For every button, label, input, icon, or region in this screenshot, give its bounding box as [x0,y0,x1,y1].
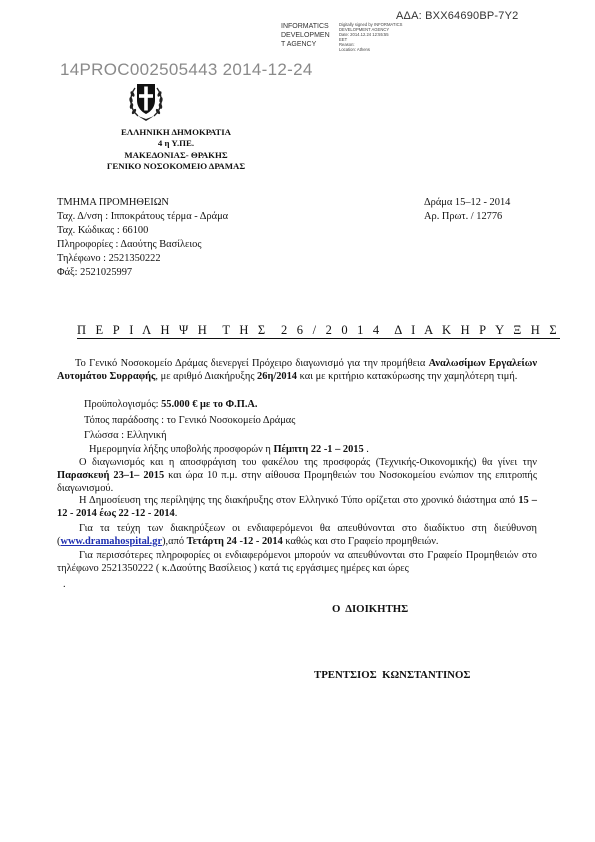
organization-header [60,127,292,172]
signature-detail-line: DEVELOPMENT AGENCY [339,27,390,32]
publication-paragraph [57,494,537,520]
signer-line: T AGENCY [281,41,317,48]
opening-paragraph [57,456,537,495]
documents-text: ),από [162,536,187,547]
reference-block [424,196,510,224]
sender-line: Πληροφορίες : Δαούτης Βασίλειος [57,239,202,250]
delivery-place: Τόπος παράδοσης : το Γενικό Νοσοκομείο Δράμας [84,415,296,426]
hospital-website-link[interactable]: www.dramahospital.gr [60,536,163,547]
signature-detail-line: EET [339,37,348,42]
documents-text: καθώς και στο Γραφείο προμηθειών. [282,536,439,547]
digital-signature-details [339,22,403,52]
signer-line: DEVELOPMEN [281,32,330,39]
header-line: ΜΑΚΕΔΟΝΙΑΣ- ΘΡΑΚΗΣ [124,149,228,160]
intro-text: , με αριθμό Διακήρυξης [155,371,258,382]
budget-line [84,398,258,411]
signatory-name: ΤΡΕΝΤΣΙΟΣ ΚΩΝΣΤΑΝΤΙΝΟΣ [314,669,471,681]
info-end: . [63,579,66,590]
budget-value: 55.000 € με το Φ.Π.Α. [161,399,258,410]
header-line: 4 η Υ.ΠΕ. [157,138,195,149]
ada-code: ΑΔΑ: ΒΧΧ64690ΒΡ-7Υ2 [396,10,519,22]
header-line: ΕΛΛΗΝΙΚΗ ΔΗΜΟΚΡΑΤΙΑ [120,127,232,137]
signature-detail-line: Location: Athens [339,47,370,52]
opening-date: Παρασκευή 23–1– 2015 [57,470,165,481]
budget-label: Προϋπολογισμός: [84,399,162,410]
publication-text: . [174,508,178,519]
opening-text: και ώρα 10 π.μ. στην αίθουσα Προμηθειών του Νοσοκομείου ενώπιον της επιτροπής διαγωνισμού. [57,470,537,494]
documents-text: Για τα τεύχη των διακηρύξεων οι ενδιαφερόμενοι θα απευθύνονται στο διαδίκτυο στη διεύθυνση ( [57,523,537,547]
sender-line: ΤΜΗΜΑ ΠΡΟΜΗΘΕΙΩΝ [57,197,169,208]
documents-paragraph [57,522,537,548]
publication-period: 15 – 12 - 2014 έως 22 -12 - 2014 [57,495,537,519]
sender-details [57,196,228,280]
greek-emblem-icon [126,78,166,127]
publication-text: Η Δημοσίευση της περίληψης της διακήρυξης στον Ελληνικό Τύπο ορίζεται στο χρονικό διάστημα από [79,495,519,506]
document-date: Δράμα 15–12 - 2014 [424,197,511,208]
signature-detail-line: Date: 2014.12.24 12:55:55 [339,32,389,37]
deadline-line [89,443,369,456]
sender-line: Τηλέφωνο : 2521350222 [57,253,161,264]
deadline-label: Ημερομηνία λήξης υποβολής προσφορών η [89,444,274,455]
deadline-end: . [363,444,369,455]
signature-detail-line: Digitally signed by INFORMATICS [339,22,403,27]
document-title: Π Ε Ρ Ι Λ Η Ψ Η Τ Η Σ 2 6 / 2 0 1 4 Δ Ι Α Κ Η Ρ Υ Ξ Η Σ [77,323,560,337]
info-paragraph: Για περισσότερες πληροφορίες οι ενδιαφερόμενοι μπορούν να απευθύνονται στο Γραφείο Προμηθειών στο τηλέφωνο 2521350222 ( κ.Δαούτης Βασίλειος ) κατά τις εργάσιμες ημέρες και ώρες [57,550,537,574]
language-line: Γλώσσα : Ελληνική [84,430,167,441]
sender-line: Φάξ: 2521025997 [57,267,133,278]
procurement-subject: Αναλωσίμων Εργαλείων Αυτομάτου Συρραφής [57,358,538,382]
signatory-title: Ο ΔΙΟΙΚΗΤΗΣ [332,603,409,615]
intro-text: και με κριτήριο κατακύρωσης την χαμηλότερη τιμή. [297,371,518,382]
signature-detail-line: Reason: [339,42,355,47]
document-id: 14PROC002505443 2014-12-24 [60,60,313,79]
intro-paragraph [57,357,537,383]
opening-text: Ο διαγωνισμός και η αποσφράγιση του φακέλου της προσφοράς (Τεχνικής-Οικονομικής) θα γίνει την [79,457,537,468]
header-line: ΓΕΝΙΚΟ ΝΟΣΟΚΟΜΕΙΟ ΔΡΑΜΑΣ [106,160,246,171]
documents-date: Τετάρτη 24 -12 - 2014 [186,536,283,547]
signer-line: INFORMATICS [281,23,329,30]
sender-line: Ταχ. Κώδικας : 66100 [57,225,149,236]
protocol-number: Αρ. Πρωτ. / 12776 [424,211,503,222]
tender-number: 26η/2014 [257,371,298,382]
deadline-value: Πέμπτη 22 -1 – 2015 [273,444,364,455]
digital-signature-signer [281,22,337,49]
sender-line: Ταχ. Δ/νση : Ιπποκράτους τέρμα - Δράμα [57,211,229,222]
intro-text: Το Γενικό Νοσοκομείο Δράμας διενεργεί Πρόχειρο διαγωνισμό για την προμήθεια [75,358,429,369]
